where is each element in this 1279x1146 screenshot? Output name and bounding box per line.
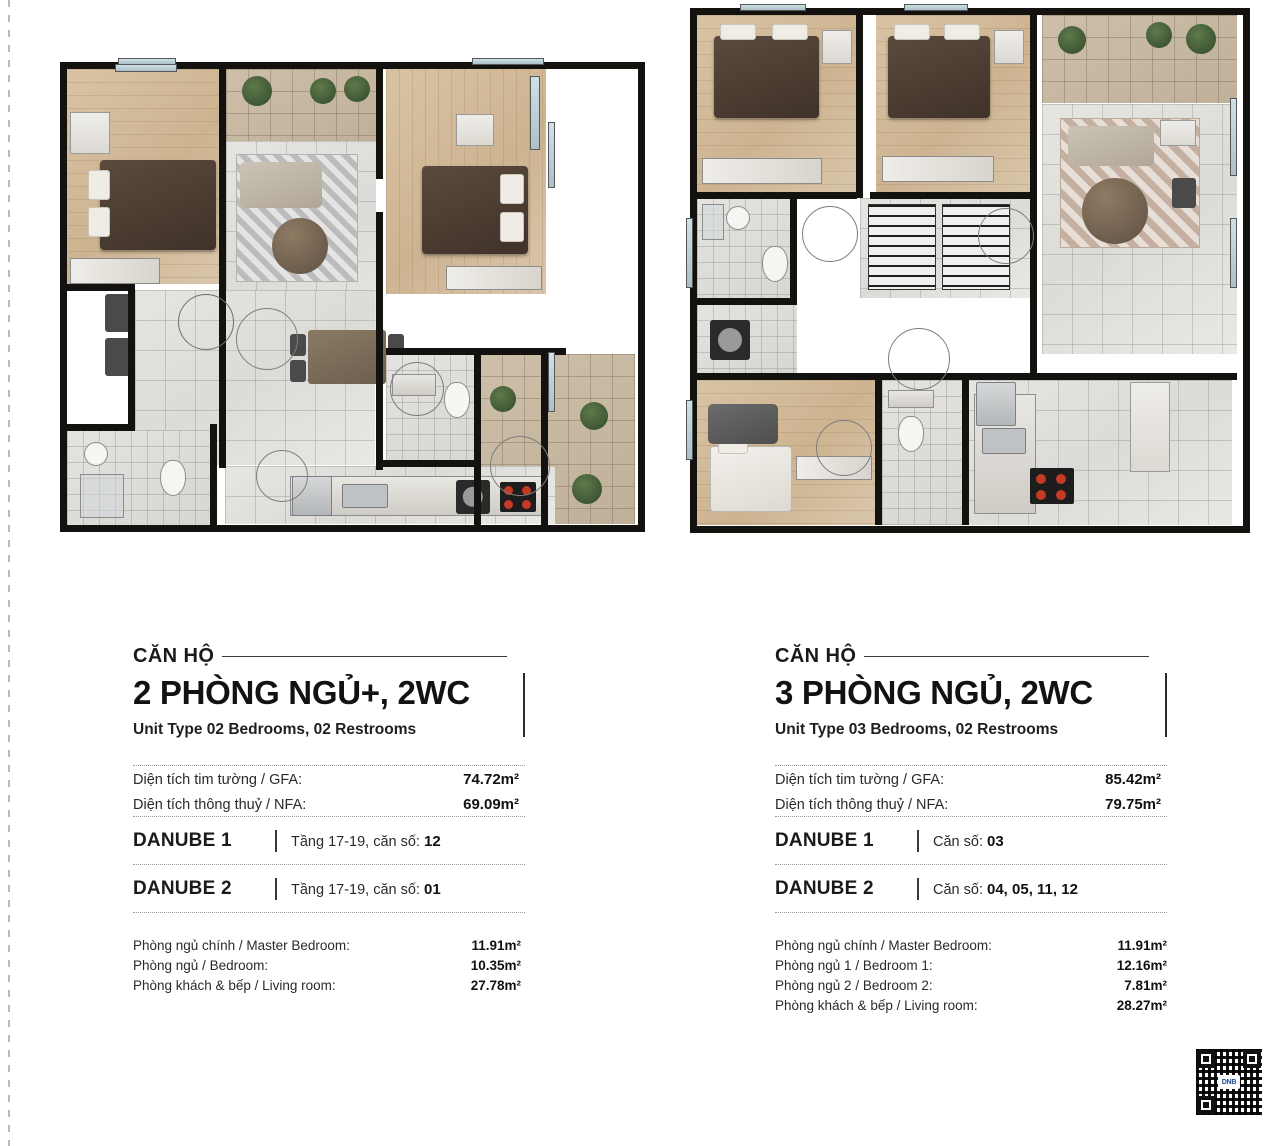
room-row-master-right: [775, 935, 1167, 955]
plan-b-bedroom2-wardrobe: [882, 156, 994, 182]
tower-divider-danube1-left: [275, 830, 277, 852]
tower-name-danube1-left: DANUBE 1: [133, 830, 232, 851]
plan-a-basin-1: [84, 442, 108, 466]
plan-b-bedroom2-pillow-2: [944, 24, 980, 40]
tower-detail-value-danube2-right: 04, 05, 11, 12: [987, 880, 1078, 898]
plan-a-window-top-1: [118, 58, 176, 65]
plan-a-master-bed: [100, 160, 216, 250]
room-value-master-right: 11.91m²: [1117, 937, 1167, 953]
plan-a-door-swing-5: [490, 436, 550, 496]
tower-detail-prefix-danube1-left: Tầng 17-19, căn số:: [291, 833, 424, 850]
tower-row-danube2-right: [775, 865, 1167, 912]
area-value-gfa-right: 85.42m²: [1105, 771, 1161, 788]
plan-b-toilet-1: [762, 246, 788, 282]
room-label-master-left: Phòng ngủ chính / Master Bedroom:: [133, 937, 350, 953]
plan-a-kitchen-sink: [342, 484, 388, 508]
plan-b-door-swing-4: [816, 420, 872, 476]
plan-a-bedroom2-nightstand: [456, 114, 494, 146]
room-row-living-left: [133, 975, 525, 995]
floorplan-2-bedroom: [60, 62, 645, 532]
plan-a-toilet-1: [160, 460, 186, 496]
plan-a-door-swing-4: [256, 450, 308, 502]
tower-detail-value-danube1-left: 12: [424, 832, 441, 850]
tower-row-danube1-right: [775, 817, 1167, 864]
plan-b-living-table: [1082, 178, 1148, 244]
plan-a-wall-12: [219, 348, 226, 468]
unit-info-2-bedroom: [133, 645, 525, 995]
area-block-left: [133, 765, 525, 913]
plan-b-burner-1: [1036, 474, 1046, 484]
plan-b-bedroom1-wardrobe: [702, 158, 822, 184]
plan-a-master-wardrobe: [70, 258, 160, 284]
plan-b-vanity-2: [888, 390, 934, 408]
unit-title-bar-left: [523, 673, 525, 737]
unit-title-left: 2 PHÒNG NGỦ+, 2WC: [133, 674, 470, 711]
unit-kicker-rule-right: [864, 656, 1149, 657]
tower-divider-danube1-right: [917, 830, 919, 852]
tower-detail-prefix-danube2-left: Tầng 17-19, căn số:: [291, 881, 424, 898]
area-row-gfa-left: [133, 766, 525, 791]
tower-name-danube2-left: DANUBE 2: [133, 878, 232, 899]
plan-b-fridge: [976, 382, 1016, 426]
area-label-gfa-left: Diện tích tim tường / GFA:: [133, 772, 303, 788]
qr-logo: DNB: [1218, 1075, 1240, 1089]
plan-a-window-right-2: [548, 352, 555, 412]
qr-finder-bottom-left: [1197, 1096, 1215, 1114]
plan-b-living-window: [1230, 98, 1237, 176]
plan-b-bedroom1-bed: [714, 36, 819, 118]
area-divider-right-bottom: [775, 912, 1167, 913]
rooms-block-right: [775, 935, 1167, 1015]
unit-title-bar-right: [1165, 673, 1167, 737]
qr-code[interactable]: [1193, 1046, 1265, 1118]
qr-finder-top-right: [1243, 1050, 1261, 1068]
plan-a-door-swing-2: [236, 308, 298, 370]
plan-b-wall-10: [1030, 298, 1037, 380]
plan-a-service-plant-3: [572, 474, 602, 504]
plan-b-balcony-plant-2: [1146, 22, 1172, 48]
tower-detail-value-danube1-right: 03: [987, 832, 1004, 850]
plan-b-wall-5: [790, 192, 797, 302]
plan-a-window-right: [548, 122, 555, 188]
plan-b-bedroom2-window: [904, 4, 968, 11]
area-row-nfa-left: [133, 791, 525, 816]
plan-b-door-swing-3: [888, 328, 950, 390]
plan-b-washer: [710, 320, 750, 360]
plan-a-balcony-plant-1: [242, 76, 272, 106]
plan-a-wall-4: [67, 284, 135, 291]
plan-b-wall-8: [875, 373, 882, 525]
tower-detail-prefix-danube1-right: Căn số:: [933, 833, 987, 850]
plan-a-wall-5: [128, 284, 135, 430]
room-label-bedroom2-right: Phòng ngủ 2 / Bedroom 2:: [775, 977, 933, 993]
plan-b-living-sofa: [1068, 126, 1154, 166]
tower-detail-danube2-right: [933, 881, 1078, 898]
plan-b-wall-4: [870, 192, 1030, 199]
plan-b-shower-1: [702, 204, 724, 240]
room-value-bedroom-left: 10.35m²: [470, 957, 521, 973]
room-row-bedroom-left: [133, 955, 525, 975]
plan-b-kitchen-tall-cabinet: [1130, 382, 1170, 472]
room-row-bedroom2-right: [775, 975, 1167, 995]
plan-b-bedroom2-bed: [888, 36, 990, 118]
room-row-living-right: [775, 995, 1167, 1015]
room-label-living-left: Phòng khách & bếp / Living room:: [133, 977, 336, 993]
area-label-gfa-right: Diện tích tim tường / GFA:: [775, 772, 945, 788]
tower-name-danube2-right: DANUBE 2: [775, 878, 874, 899]
tower-detail-value-danube2-left: 01: [424, 880, 441, 898]
room-label-bedroom1-right: Phòng ngủ 1 / Bedroom 1:: [775, 957, 933, 973]
plan-b-bedroom2-pillow-1: [894, 24, 930, 40]
unit-kicker-label-left: CĂN HỘ: [133, 645, 215, 667]
room-label-bedroom-left: Phòng ngủ / Bedroom:: [133, 957, 269, 973]
floorplan-3-bedroom: [690, 8, 1250, 533]
room-value-master-left: 11.91m²: [471, 937, 521, 953]
plan-a-wall-3: [376, 212, 383, 357]
unit-title-block-right: [775, 645, 1167, 739]
tower-name-danube1-right: DANUBE 1: [775, 830, 874, 851]
plan-b-stair-1: [868, 204, 936, 290]
tower-divider-danube2-right: [917, 878, 919, 900]
tower-detail-prefix-danube2-right: Căn số:: [933, 881, 987, 898]
plan-a-bedroom2-window: [530, 76, 540, 150]
plan-b-door-swing-1: [802, 206, 858, 262]
room-label-master-right: Phòng ngủ chính / Master Bedroom:: [775, 937, 992, 953]
area-value-gfa-left: 74.72m²: [463, 771, 519, 788]
plan-a-door-swing-1: [178, 294, 234, 350]
tower-divider-danube2-left: [275, 878, 277, 900]
plan-a-wall-10: [376, 348, 383, 470]
plan-a-burner-3: [504, 500, 513, 509]
plan-b-master-bed: [710, 446, 792, 512]
plan-b-balcony-plant-3: [1186, 24, 1216, 54]
plan-a-living-sofa: [240, 162, 322, 208]
area-row-gfa-right: [775, 766, 1167, 791]
unit-kicker-label-right: CĂN HỘ: [775, 645, 857, 667]
tower-row-danube2-left: [133, 865, 525, 912]
plan-a-master-pillow-2: [88, 207, 110, 237]
plan-b-window-left: [686, 218, 693, 288]
plan-b-bedroom1-window: [740, 4, 806, 11]
plan-a-wall-11: [376, 460, 481, 467]
plan-b-bedroom1-pillow-1: [720, 24, 756, 40]
room-value-living-right: 28.27m²: [1116, 997, 1167, 1013]
qr-code-pattern: [1196, 1049, 1262, 1115]
tower-row-danube1-left: [133, 817, 525, 864]
tower-detail-danube2-left: [291, 881, 441, 898]
plan-a-wall-13: [541, 348, 548, 526]
room-value-bedroom2-right: 7.81m²: [1124, 977, 1167, 993]
plan-b-basin-1: [726, 206, 750, 230]
room-row-bedroom1-right: [775, 955, 1167, 975]
area-label-nfa-left: Diện tích thông thuỷ / NFA:: [133, 797, 307, 813]
plan-b-bedroom1-pillow-2: [772, 24, 808, 40]
unit-kicker-right: [775, 645, 1149, 668]
room-row-master-left: [133, 935, 525, 955]
plan-b-wall-6: [697, 298, 797, 305]
plan-a-shower-1: [80, 474, 124, 518]
plan-b-master-bench: [708, 404, 778, 444]
rooms-block-left: [133, 935, 525, 995]
unit-subtitle-right: Unit Type 03 Bedrooms, 02 Restrooms: [775, 721, 1059, 738]
unit-title-right: 3 PHÒNG NGỦ, 2WC: [775, 674, 1093, 711]
plan-a-burner-4: [522, 500, 531, 509]
tower-detail-danube1-right: [933, 833, 1004, 850]
area-block-right: [775, 765, 1167, 913]
plan-a-balcony-plant-3: [344, 76, 370, 102]
plan-b-burner-3: [1036, 490, 1046, 500]
plan-b-bedroom1-nightstand: [822, 30, 852, 64]
plan-a-master-pillow-1: [88, 170, 110, 200]
plan-b-wall-9: [962, 373, 969, 525]
plan-a-wall-9: [474, 348, 481, 526]
plan-b-toilet-2: [898, 416, 924, 452]
plan-a-toilet-2: [444, 382, 470, 418]
plan-a-window-top-2: [472, 58, 544, 65]
plan-a-door-swing-3: [390, 362, 444, 416]
area-divider-left-bottom: [133, 912, 525, 913]
tower-detail-danube1-left: [291, 833, 441, 850]
plan-b-burner-4: [1056, 490, 1066, 500]
plan-a-wall-2: [376, 69, 383, 179]
qr-finder-top-left: [1197, 1050, 1215, 1068]
unit-kicker-rule-left: [222, 656, 507, 657]
room-value-bedroom1-right: 12.16m²: [1116, 957, 1167, 973]
plan-a-washer: [456, 480, 490, 514]
room-label-living-right: Phòng khách & bếp / Living room:: [775, 997, 978, 1013]
plan-a-service-plant-2: [580, 402, 608, 430]
plan-b-wall-2: [1030, 15, 1037, 305]
plan-a-dining-chair-2: [290, 360, 306, 382]
plan-b-living-sideboard: [1160, 120, 1196, 146]
plan-a-bedroom2-pillow-2: [500, 212, 524, 242]
plan-a-bedroom2-pillow-1: [500, 174, 524, 204]
plan-b-bedroom2-nightstand: [994, 30, 1024, 64]
plan-b-kitchen-sink: [982, 428, 1026, 454]
area-value-nfa-right: 79.75m²: [1105, 796, 1161, 813]
plan-b-wall-3: [697, 192, 857, 199]
unit-kicker-left: [133, 645, 507, 668]
unit-subtitle-left: Unit Type 02 Bedrooms, 02 Restrooms: [133, 721, 417, 738]
plan-a-coffee-table: [272, 218, 328, 274]
unit-info-3-bedroom: [775, 645, 1167, 1015]
plan-b-door-swing-2: [978, 208, 1034, 264]
plan-b-balcony-plant-1: [1058, 26, 1086, 54]
plan-a-master-nightstand: [70, 112, 110, 154]
area-label-nfa-right: Diện tích thông thuỷ / NFA:: [775, 797, 949, 813]
plan-a-service-plant-1: [490, 386, 516, 412]
room-value-living-left: 27.78m²: [470, 977, 521, 993]
plan-b-living-chair: [1172, 178, 1196, 208]
area-value-nfa-left: 69.09m²: [463, 796, 519, 813]
plan-b-window-right-2: [1230, 218, 1237, 288]
area-row-nfa-right: [775, 791, 1167, 816]
plan-a-master-window: [115, 64, 177, 72]
plan-a-balcony-plant-2: [310, 78, 336, 104]
plan-a-wall-6: [67, 424, 135, 431]
plan-a-wall-7: [210, 424, 217, 525]
plan-a-dining-table: [308, 330, 386, 384]
plan-b-window-left-2: [686, 400, 693, 460]
plan-b-wall-1: [856, 15, 863, 198]
plan-a-bedroom2-wardrobe: [446, 266, 542, 290]
unit-title-block-left: [133, 645, 525, 739]
plan-b-burner-2: [1056, 474, 1066, 484]
